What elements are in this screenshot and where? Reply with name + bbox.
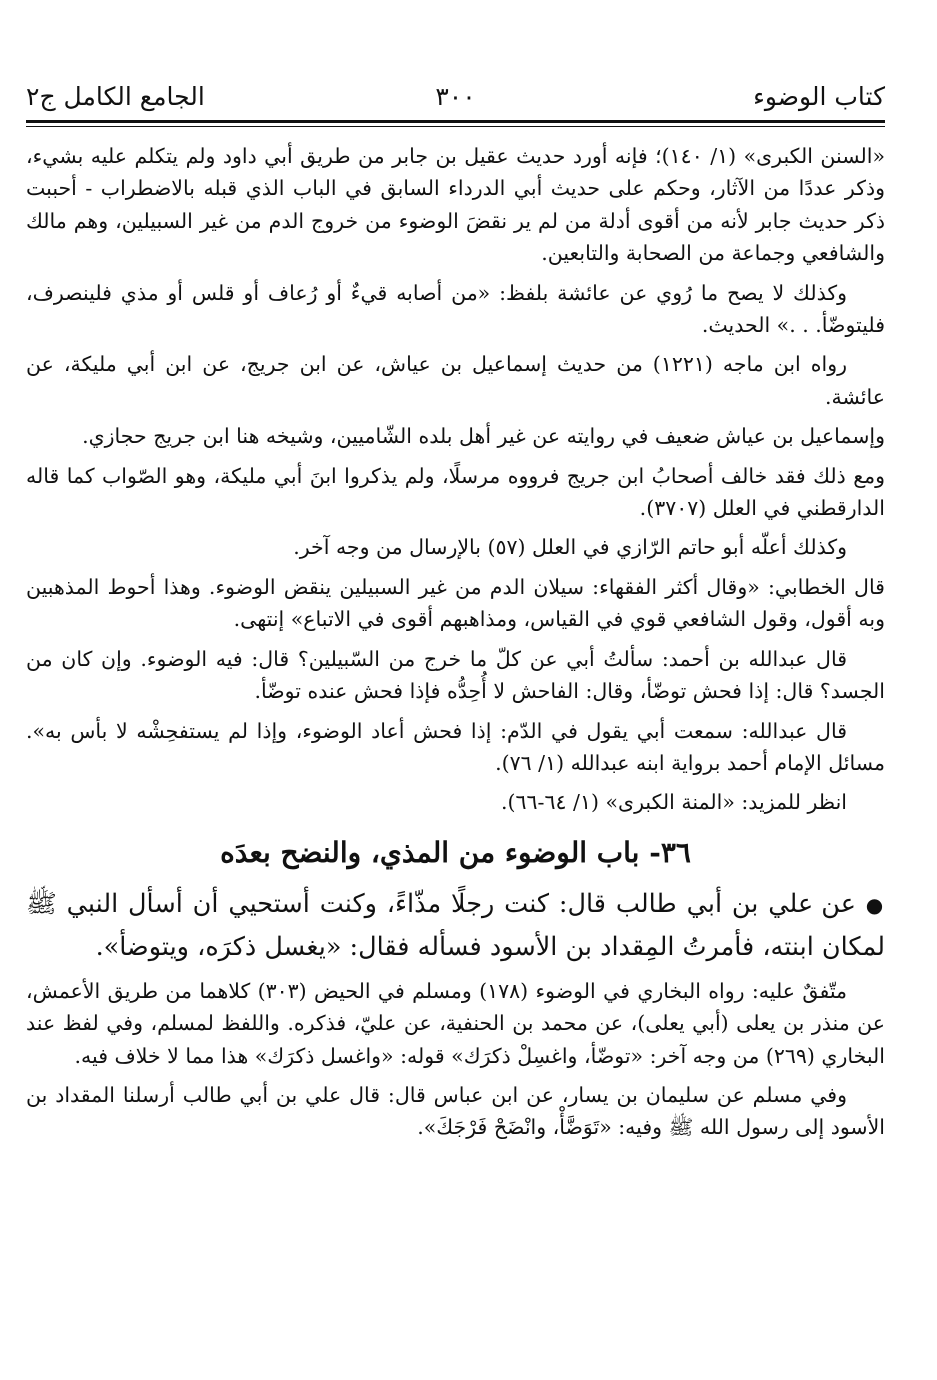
running-header [26, 76, 885, 116]
hadith-body: عن علي بن أبي طالب قال: كنت رجلًا مذّاءً، وكنت أستحيي أن أسأل النبي ﷺ لمكان ابنته، فأمرتُ المِقداد بن الأسود فسأله فقال: «يغسل ذكرَه، ويتوضأ». [26, 888, 885, 962]
commentary-paragraph: وفي مسلم عن سليمان بن يسار، عن ابن عباس قال: قال علي بن أبي طالب أرسلنا المقداد بن الأسود إلى رسول الله ﷺ وفيه: «تَوَضَّأْ، وانْضَحْ فَرْجَكَ». [26, 1082, 885, 1140]
paragraph: وإسماعيل بن عياش ضعيف في روايته عن غير أهل بلده الشّاميين، وشيخه هنا ابن جريج حجازي. [82, 424, 885, 449]
paragraph: ومع ذلك فقد خالف أصحابُ ابن جريج فرووه مرسلًا، ولم يذكروا ابنَ أبي مليكة، وهو الصّواب كما قاله الدارقطني في العلل (٣٧٠٧). [26, 463, 885, 521]
chapter-heading: ٣٦- باب الوضوء من المذي، والنضح بعدَه [220, 835, 691, 869]
series-title: الجامع الكامل ج٢ [26, 81, 205, 111]
bullet-icon: ● [865, 892, 886, 917]
paragraph: قال عبدالله: سمعت أبي يقول في الدّم: إذا فحش أعاد الوضوء، وإذا لم يستفحِشْه لا بأس به». مسائل الإمام أحمد برواية ابنه عبدالله (١/ ٧٦). [26, 718, 885, 775]
hadith-text [26, 883, 885, 968]
page-number: ٣٠٠ [435, 81, 476, 111]
paragraph: وكذلك لا يصح ما رُوي عن عائشة بلفظ: «من أصابه قيءٌ أو رُعاف أو قلس أو مذي فلينصرف، فليتوضّأ. . .» الحديث. [26, 280, 885, 338]
page-body [26, 140, 885, 1151]
header-rule-thin [26, 126, 885, 127]
paragraph: قال الخطابي: «وقال أكثر الفقهاء: سيلان الدم من غير السبيلين ينقض الوضوء. وهذا أحوط المذهبين وبه أقول، وقول الشافعي قوي في القياس، ومذاهبهم أقوى في الاتباع» إنتهى. [26, 574, 885, 632]
paragraph: قال عبدالله بن أحمد: سألتُ أبي عن كلّ ما خرج من السّبيلين؟ قال: فيه الوضوء. وإن كان من الجسد؟ قال: إذا فحش توضّأ، وقال: الفاحش لا أُحِدُّه فإذا فحش عنده توضّأ. [26, 646, 885, 704]
paragraph: انظر للمزيد: «المنة الكبرى» (١/ ٦٤-٦٦). [501, 790, 847, 815]
commentary-paragraph: متّفقٌ عليه: رواه البخاري في الوضوء (١٧٨) ومسلم في الحيض (٣٠٣) كلاهما من طريق الأعمش، عن منذر بن يعلى (أبي يعلى)، عن محمد بن الحنفية، عن عليّ، فذكره. واللفظ لمسلم، وفي لفظ عند البخاري (٢٦٩) من وجه آخر: «توضّأ، واغسِلْ ذكرَك» قوله: «واغسل ذكرَك» هذا مما لا خلاف فيه. [26, 978, 885, 1068]
header-rule-thick [26, 120, 885, 123]
paragraph: وكذلك أعلّه أبو حاتم الرّازي في العلل (٥٧) بالإرسال من وجه آخر. [293, 535, 847, 560]
paragraph: رواه ابن ماجه (١٢٢١) من حديث إسماعيل بن عياش، عن ابن جريج، عن ابن أبي مليكة، عن عائشة. [26, 352, 885, 409]
book-title: كتاب الوضوء [753, 81, 885, 111]
paragraph: «السنن الكبرى» (١/ ١٤٠)؛ فإنه أورد حديث عقيل بن جابر من طريق أبي داود ولم يتكلم عليه بشيء، وذكر عددًا من الآثار، وحكم على حديث أبي الدرداء السابق في الباب الذي قبله بالاضطراب - أحببت ذكر حديث جابر لأنه من أقوى أدلة من لم ير نقضَ الوضوء من خروج الدم من غير السبيلين، وهم مالك والشافعي وجماعة من الصحابة والتابعين. [26, 144, 885, 266]
